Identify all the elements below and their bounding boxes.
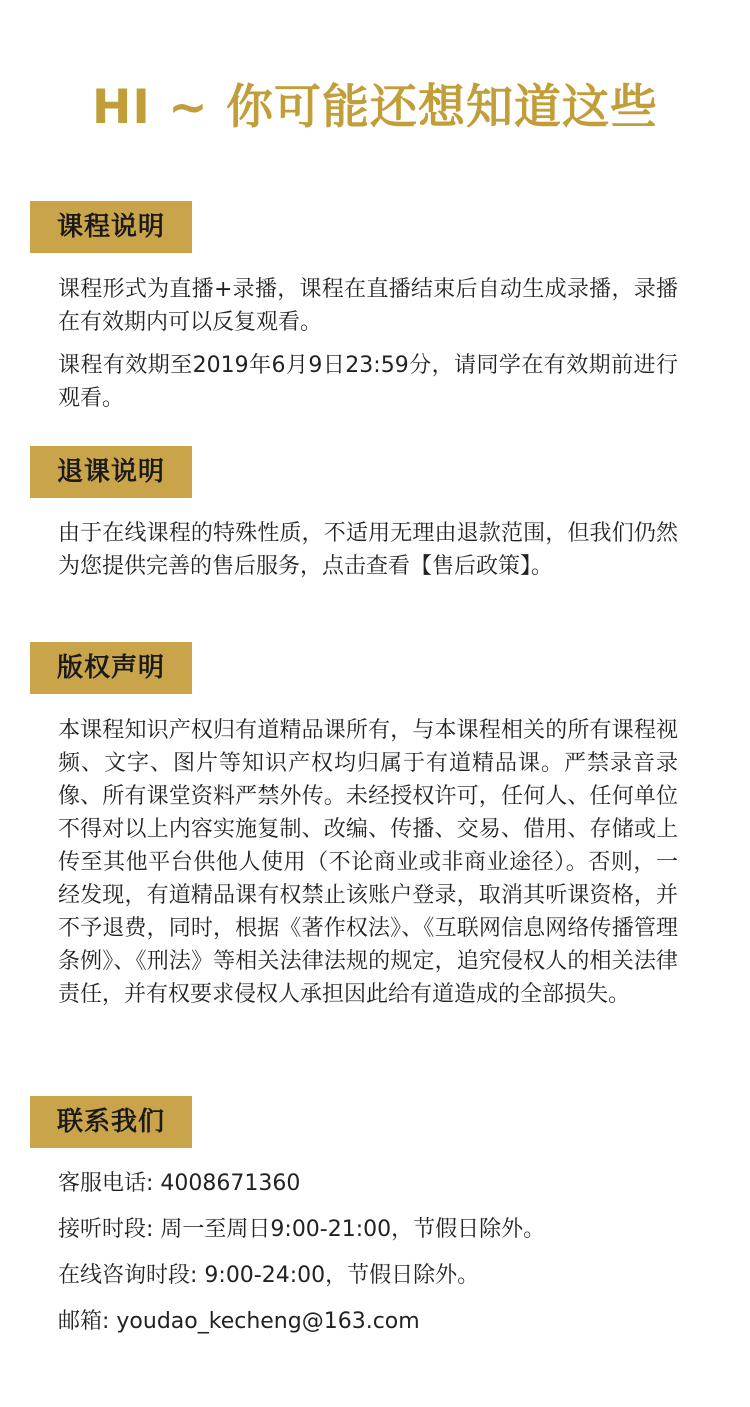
refund-paragraph[interactable]: 由于在线课程的特殊性质，不适用无理由退款范围，但我们仍然为您提供完善的售后服务，点击查看【售后政策】。 <box>58 521 678 579</box>
section-heading-course: 课程说明 <box>30 201 192 253</box>
section-heading-contact: 联系我们 <box>30 1096 192 1148</box>
contact-phone: 客服电话: 4008671360 <box>58 1171 301 1196</box>
course-paragraph-2: 课程有效期至2019年6月9日23:59分，请同学在有效期前进行观看。 <box>58 353 678 411</box>
copyright-paragraph: 本课程知识产权归有道精品课所有，与本课程相关的所有课程视频、文字、图片等知识产权均归属于有道精品课。严禁录音录像、所有课堂资料严禁外传。未经授权许可，任何人、任何单位不得对以上内容实施复制、改编、传播、交易、借用、存储或上传至其他平台供他人使用（不论商业或非商业途径）。否则，一经发现，有道精品课有权禁止该账户登录，取消其听课资格，并不予退费，同时，根据《著作权法》、《互联网信息网络传播管理条例》、《刑法》等相关法律法规的规定，追究侵权人的相关法律责任，并有权要求侵权人承担因此给有道造成的全部损失。 <box>58 718 678 1007</box>
contact-email[interactable]: 邮箱: youdao_kecheng@163.com <box>58 1309 420 1334</box>
contact-online-hours: 在线咨询时段: 9:00-24:00，节假日除外。 <box>58 1263 480 1288</box>
section-heading-copyright: 版权声明 <box>30 642 192 694</box>
page-title: HI ~ 你可能还想知道这些 <box>92 80 658 135</box>
contact-hours: 接听时段: 周一至周日9:00-21:00，节假日除外。 <box>58 1217 546 1242</box>
course-paragraph-1: 课程形式为直播+录播，课程在直播结束后自动生成录播，录播在有效期内可以反复观看。 <box>58 277 678 335</box>
section-heading-refund: 退课说明 <box>30 446 192 498</box>
